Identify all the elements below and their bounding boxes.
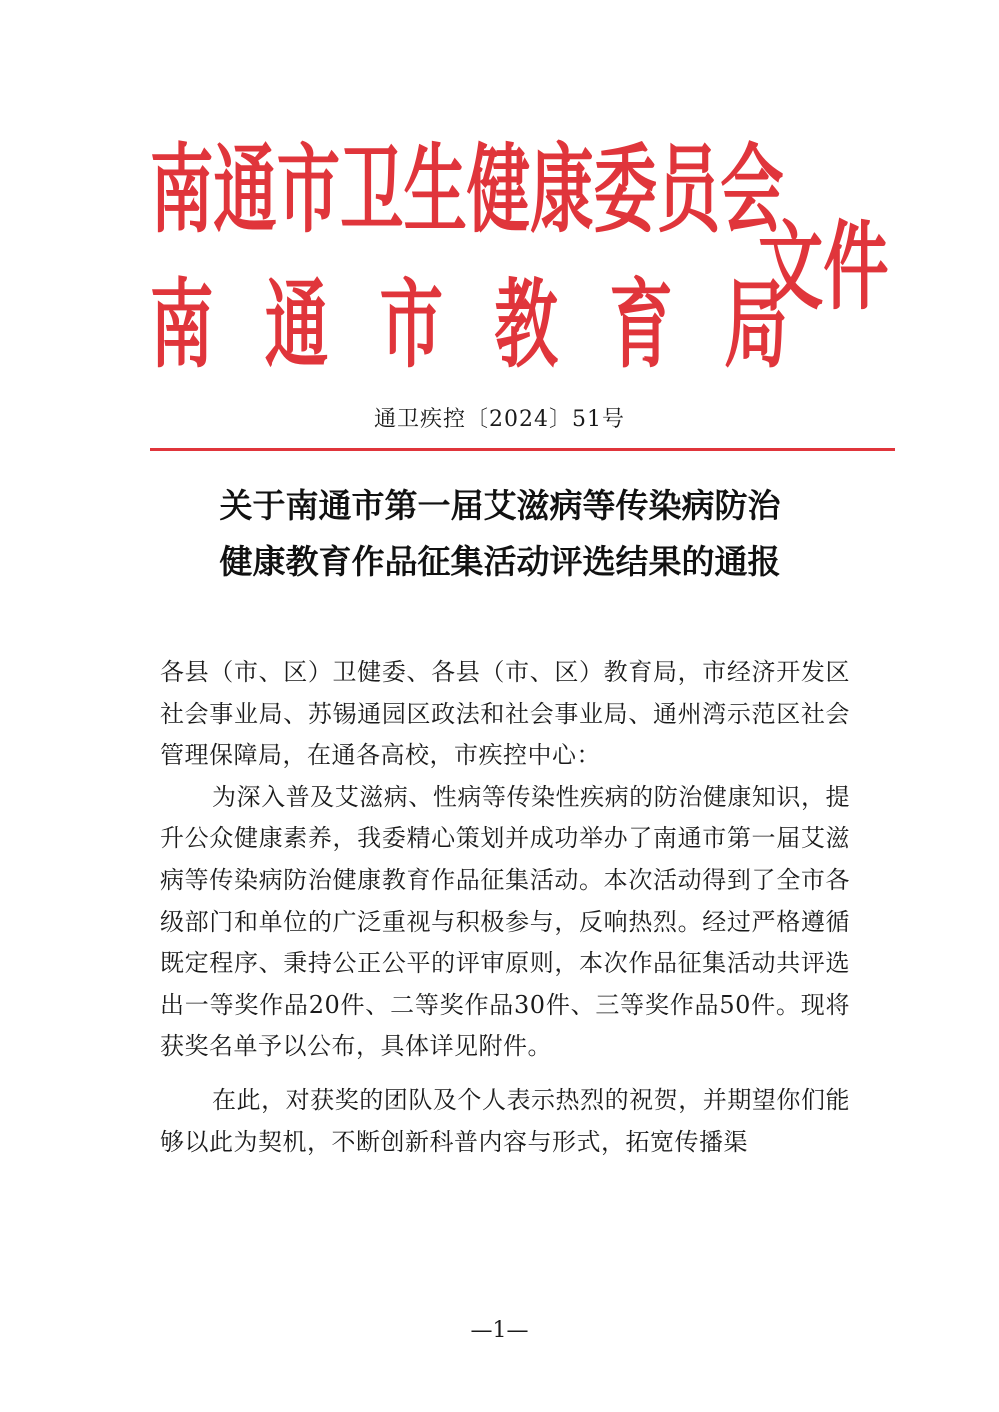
salutation: 各县（市、区）卫健委、各县（市、区）教育局，市经济开发区社会事业局、苏锡通园区政法和社会事业局、通州湾示范区社会管理保障局，在通各高校，市疾控中心： — [160, 658, 850, 770]
document-number: 通卫疾控〔2024〕51号 — [374, 407, 625, 432]
document-title — [150, 478, 850, 590]
title-line-1: 关于南通市第一届艾滋病等传染病防治 — [219, 486, 781, 525]
body-paragraph-1: 为深入普及艾滋病、性病等传染性疾病的防治健康知识，提升公众健康素养，我委精心策划并成功举办了南通市第一届艾滋病等传染病防治健康教育作品征集活动。本次活动得到了全市各级部门和单位的广泛重视与积极参与，反响热烈。经过严格遵循既定程序、秉持公正公平的评审原则，本次作品征集活动共评选出一等奖作品20件、二等奖作品30件、三等奖作品50件。现将获奖名单予以公布，具体详见附件。 — [160, 782, 850, 1061]
body-paragraph-2: 在此，对获奖的团队及个人表示热烈的祝贺，并期望你们能够以此为契机，不断创新科普内容与形式，拓宽传播渠 — [160, 1085, 850, 1156]
document-type-label: 文件 — [758, 211, 889, 323]
title-line-2: 健康教育作品征集活动评选结果的通报 — [219, 542, 781, 581]
document-body — [160, 652, 850, 1163]
page-number: —1— — [470, 1318, 529, 1343]
issuer-name-education-bureau: 南通市教育局 — [150, 269, 840, 381]
red-divider-line — [150, 448, 895, 451]
issuer-name-health-commission: 南通市卫生健康委员会 — [150, 134, 784, 246]
